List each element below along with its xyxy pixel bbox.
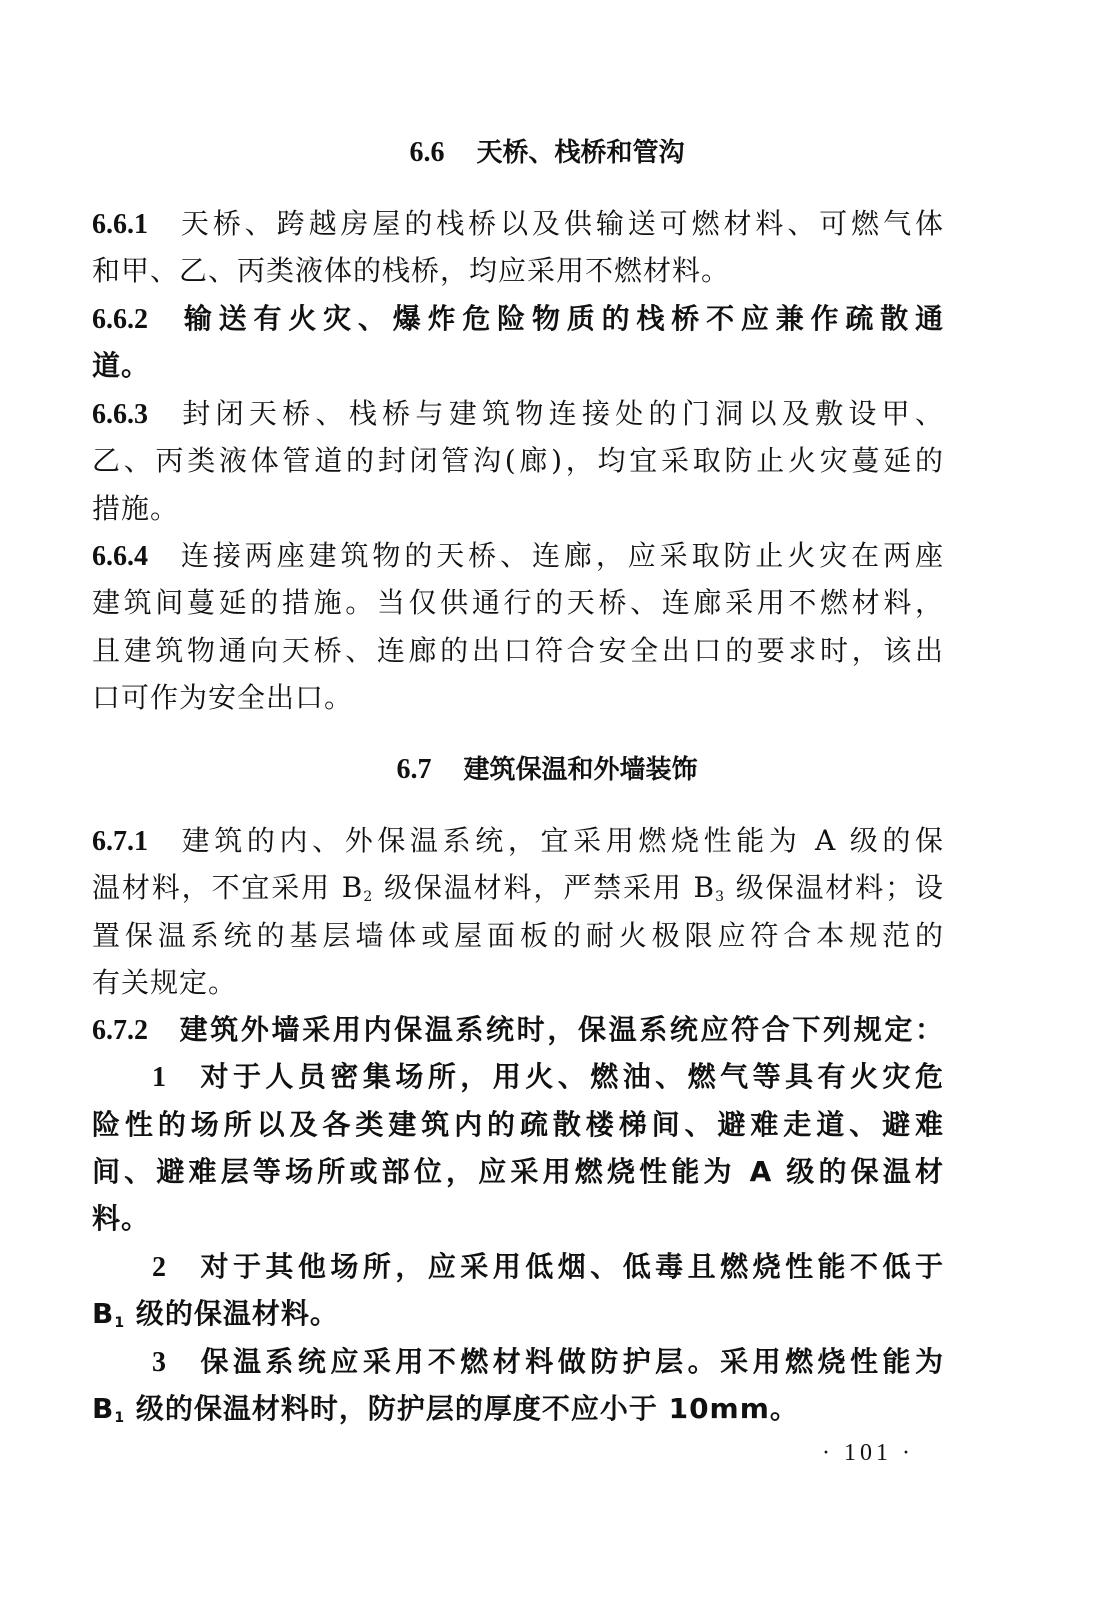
- section-heading-6-7: [0, 750, 1094, 790]
- clause-6-7-2-line-1: [92, 1010, 944, 1050]
- clause-6-6-1-line-2: [92, 251, 944, 291]
- clause-6-6-4-line-2: [92, 583, 944, 623]
- item-text: 级的保温材料。: [125, 1297, 339, 1330]
- clause-text: 道。: [92, 349, 151, 382]
- item-2-line-2: [92, 1294, 944, 1334]
- section-title: 建筑保温和外墙装饰: [463, 755, 698, 785]
- item-1-line-2: [92, 1105, 944, 1145]
- subscript: 1: [114, 1410, 126, 1426]
- item-1-line-4: [92, 1199, 944, 1239]
- clause-6-6-4-line-4: [92, 678, 944, 718]
- clause-6-6-1-line-1: [92, 204, 944, 244]
- item-1-line-1: [92, 1057, 944, 1097]
- item-text: B: [92, 1297, 115, 1330]
- clause-6-6-4-line-3: [92, 631, 944, 671]
- clause-text: 温材料，不宜采用 B: [92, 871, 364, 904]
- clause-6-6-3-line-3: [92, 489, 944, 529]
- section-heading-6-6: [0, 133, 1094, 173]
- clause-6-6-4-line-1: [92, 536, 944, 576]
- clause-text: 级保温材料；设: [724, 871, 944, 904]
- clause-6-6-2-line-1: [92, 299, 944, 339]
- clause-6-6-2-line-2: [92, 346, 944, 386]
- item-number: 3: [152, 1347, 167, 1378]
- clause-text: 口可作为安全出口。: [92, 681, 354, 714]
- subscript: 2: [363, 889, 374, 905]
- clause-text: 封闭天桥、栈桥与建筑物连接处的门洞以及敷设甲、: [178, 397, 944, 430]
- clause-6-7-1-line-4: [92, 963, 944, 1003]
- subscript: 1: [114, 1315, 126, 1331]
- clause-number: 6.6.2: [92, 304, 148, 335]
- item-text: 险性的场所以及各类建筑内的疏散楼梯间、避难走道、避难: [92, 1108, 944, 1141]
- item-text: 级的保温材料时，防护层的厚度不应小于 10mm。: [125, 1392, 799, 1425]
- clause-text: 级保温材料，严禁采用 B: [373, 871, 716, 904]
- clause-6-6-3-line-2: [92, 441, 944, 481]
- subscript: 3: [715, 889, 725, 905]
- clause-text: 建筑的内、外保温系统，宜采用燃烧性能为 A 级的保: [178, 824, 944, 857]
- section-title: 天桥、栈桥和管沟: [476, 138, 685, 168]
- clause-number: 6.7.1: [92, 826, 148, 857]
- clause-number: 6.7.2: [92, 1015, 148, 1046]
- clause-6-6-3-line-1: [92, 394, 944, 434]
- clause-text: 有关规定。: [92, 966, 238, 999]
- section-number: 6.6: [409, 137, 445, 168]
- clause-number: 6.6.3: [92, 399, 148, 430]
- item-3-line-1: [92, 1342, 944, 1382]
- clause-number: 6.6.1: [92, 209, 148, 240]
- clause-text: 建筑间蔓延的措施。当仅供通行的天桥、连廊采用不燃材料，: [92, 586, 944, 619]
- clause-text: 输送有火灾、爆炸危险物质的栈桥不应兼作疏散通: [178, 302, 944, 335]
- clause-6-7-1-line-3: [92, 916, 944, 956]
- clause-6-7-1-line-1: [92, 821, 944, 861]
- section-number: 6.7: [396, 754, 432, 785]
- item-2-line-1: [92, 1247, 944, 1287]
- clause-text: 乙、丙类液体管道的封闭管沟(廊)，均宜采取防止火灾蔓延的: [92, 444, 944, 477]
- item-text: 对于其他场所，应采用低烟、低毒且燃烧性能不低于: [197, 1250, 944, 1283]
- clause-text: 天桥、跨越房屋的栈桥以及供输送可燃材料、可燃气体: [178, 207, 944, 240]
- clause-text: 置保温系统的基层墙体或屋面板的耐火极限应符合本规范的: [92, 919, 944, 952]
- item-text: 料。: [92, 1202, 151, 1235]
- clause-text: 连接两座建筑物的天桥、连廊，应采取防止火灾在两座: [178, 539, 944, 572]
- item-3-line-2: [92, 1389, 944, 1429]
- clause-6-7-1-line-2: [92, 868, 944, 908]
- clause-text: 和甲、乙、丙类液体的栈桥，均应采用不燃材料。: [92, 254, 731, 287]
- item-number: 2: [152, 1252, 167, 1283]
- item-1-line-3: [92, 1152, 944, 1192]
- page-number: · 101 ·: [822, 1440, 914, 1466]
- item-number: 1: [152, 1062, 167, 1093]
- clause-number: 6.6.4: [92, 541, 148, 572]
- item-text: 对于人员密集场所，用火、燃油、燃气等具有火灾危: [197, 1060, 944, 1093]
- clause-text: 措施。: [92, 492, 180, 525]
- clause-text: 建筑外墙采用内保温系统时，保温系统应符合下列规定：: [178, 1013, 944, 1046]
- item-text: B: [92, 1392, 115, 1425]
- clause-text: 且建筑物通向天桥、连廊的出口符合安全出口的要求时，该出: [92, 634, 944, 667]
- item-text: 保温系统应采用不燃材料做防护层。采用燃烧性能为: [197, 1345, 944, 1378]
- item-text: 间、避难层等场所或部位，应采用燃烧性能为 A 级的保温材: [92, 1155, 944, 1188]
